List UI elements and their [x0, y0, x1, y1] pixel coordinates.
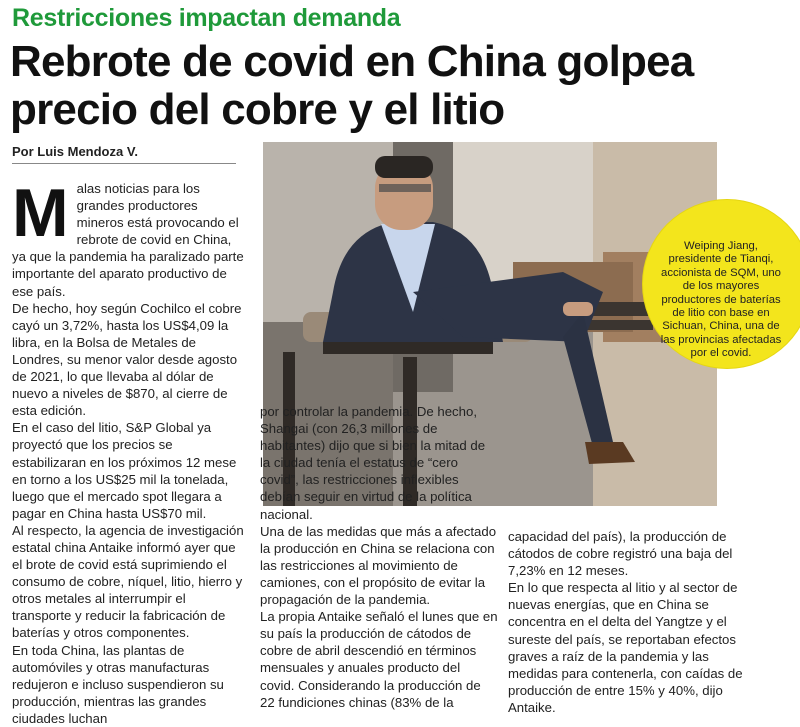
- paragraph: alas noticias para los grandes productores mineros está provocando el rebrote de covid en China, ya que la pandemia ha paralizado parte importante del aparato productivo de ese país.: [12, 181, 244, 299]
- paragraph: De hecho, hoy según Cochilco el cobre cayó un 3,72%, hasta los US$4,09 la libra, en la Bolsa de Metales de Londres, su menor valor desde agosto de 2021, lo que llevaba al dólar de nuevo a niveles de $870, al cierre de esta edición.: [12, 300, 242, 419]
- paragraph: En lo que respecta al litio y al sector de nuevas energías, que en China se concentra en el delta del Yangtze y el sureste del país, se reportaban efectos graves a raíz de la pandemia y las medidas para contenerla, con caídas de producción de entre 15% y 40%, dijo Antaike.: [508, 580, 743, 715]
- dropcap: M: [12, 175, 69, 251]
- paragraph: En toda China, las plantas de automóviles y otras manufacturas redujeron e incluso suspendieron su producción, mientras las grandes ciudades luchan: [12, 642, 224, 726]
- column-2: [260, 403, 498, 711]
- paragraph: En el caso del litio, S&P Global ya proyectó que los precios se estabilizaran en los próximos 12 mese en torno a los US$25 mil la tonelada, luego que el mercado spot llegara a pagar en China hasta US$70 mil.: [12, 420, 237, 521]
- paragraph: La propia Antaike señaló el lunes que en su país la producción de cátodos de cobre de abril descendió en términos mensuales y anuales producto del covid. Considerando la producción de 22 fundiciones chinas (83% de la: [260, 609, 498, 710]
- paragraph: por controlar la pandemia. De hecho, Shangai (con 26,3 millones de habitantes) dijo que si bien la mitad de la ciudad tenía el estatus de “cero covid”, las restricciones inflexibles debían seguir en virtud de la política nacional.: [260, 404, 486, 522]
- photo-caption: Weiping Jiang, presidente de Tianqi, accionista de SQM, uno de los mayores productores de baterías de litio con base en Sichuan, China, una de las provincias afectadas por el covid.: [660, 240, 782, 360]
- column-1: [12, 175, 248, 727]
- paragraph: capacidad del país), la producción de cátodos de cobre registró una baja del 7,23% en 12 meses.: [508, 529, 733, 579]
- article-headline: Rebrote de covid en China golpea precio del cobre y el litio: [10, 37, 694, 134]
- paragraph: Una de las medidas que más a afectado la producción en China se relaciona con las restricciones al movimiento de camiones, con el propósito de evitar la propagación de la pandemia.: [260, 523, 497, 608]
- byline-divider: [12, 163, 236, 164]
- column-3: [508, 528, 748, 716]
- paragraph: Al respecto, la agencia de investigación estatal china Antaike informó ayer que el brote de covid está suprimiendo el consumo de cobre, níquel, litio, hierro y otros metales al interrumpir el transporte y reducir la fabricación de baterías y otros componentes.: [12, 522, 244, 641]
- article-kicker: Restricciones impactan demanda: [12, 4, 401, 32]
- article-byline: Por Luis Mendoza V.: [12, 144, 138, 159]
